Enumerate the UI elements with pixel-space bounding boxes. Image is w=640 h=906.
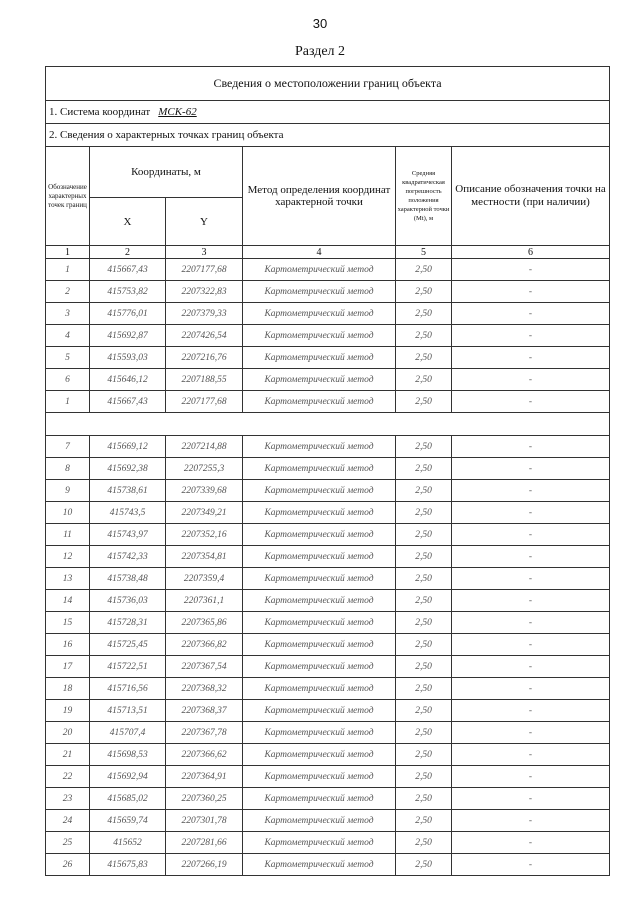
- description: -: [452, 458, 610, 480]
- coord-x: 415725,45: [90, 634, 166, 656]
- header-coords: Координаты, м: [90, 147, 243, 198]
- table-row: [46, 303, 610, 325]
- method: Картометрический метод: [243, 590, 396, 612]
- error: 2,50: [396, 436, 452, 458]
- error: 2,50: [396, 788, 452, 810]
- point-number: 1: [46, 259, 90, 281]
- coord-system-row: [46, 101, 610, 124]
- method: Картометрический метод: [243, 458, 396, 480]
- table-row: [46, 480, 610, 502]
- point-number: 6: [46, 369, 90, 391]
- coord-x: 415753,82: [90, 281, 166, 303]
- column-number: 1: [46, 246, 90, 259]
- coord-x: 415667,43: [90, 391, 166, 413]
- coord-x: 415652: [90, 832, 166, 854]
- description: -: [452, 502, 610, 524]
- description: -: [452, 369, 610, 391]
- coord-x: 415738,61: [90, 480, 166, 502]
- table-row: [46, 502, 610, 524]
- point-number: 11: [46, 524, 90, 546]
- coord-x: 415776,01: [90, 303, 166, 325]
- coord-x: 415659,74: [90, 810, 166, 832]
- description: -: [452, 612, 610, 634]
- point-number: 17: [46, 656, 90, 678]
- coord-y: 2207216,76: [166, 347, 243, 369]
- error: 2,50: [396, 281, 452, 303]
- coord-x: 415736,03: [90, 590, 166, 612]
- coord-y: 2207255,3: [166, 458, 243, 480]
- description: -: [452, 854, 610, 876]
- table-row: [46, 369, 610, 391]
- description: -: [452, 766, 610, 788]
- point-number: 9: [46, 480, 90, 502]
- point-number: 8: [46, 458, 90, 480]
- table-row: [46, 568, 610, 590]
- coord-x: 415593,03: [90, 347, 166, 369]
- column-number: 3: [166, 246, 243, 259]
- description: -: [452, 832, 610, 854]
- method: Картометрический метод: [243, 832, 396, 854]
- point-number: 25: [46, 832, 90, 854]
- table-row: [46, 391, 610, 413]
- point-number: 5: [46, 347, 90, 369]
- error: 2,50: [396, 502, 452, 524]
- coord-y: 2207301,78: [166, 810, 243, 832]
- error: 2,50: [396, 854, 452, 876]
- error: 2,50: [396, 546, 452, 568]
- method: Картометрический метод: [243, 766, 396, 788]
- method: Картометрический метод: [243, 325, 396, 347]
- description: -: [452, 546, 610, 568]
- coord-y: 2207177,68: [166, 259, 243, 281]
- method: Картометрический метод: [243, 810, 396, 832]
- point-number: 26: [46, 854, 90, 876]
- point-number: 2: [46, 281, 90, 303]
- coord-y: 2207379,33: [166, 303, 243, 325]
- error: 2,50: [396, 391, 452, 413]
- point-number: 21: [46, 744, 90, 766]
- description: -: [452, 656, 610, 678]
- table-row: [46, 458, 610, 480]
- coord-y: 2207339,68: [166, 480, 243, 502]
- coord-x: 415667,43: [90, 259, 166, 281]
- coord-y: 2207177,68: [166, 391, 243, 413]
- coord-y: 2207360,25: [166, 788, 243, 810]
- coord-y: 2207349,21: [166, 502, 243, 524]
- point-number: 4: [46, 325, 90, 347]
- table-row: [46, 700, 610, 722]
- method: Картометрический метод: [243, 369, 396, 391]
- point-number: 20: [46, 722, 90, 744]
- method: Картометрический метод: [243, 854, 396, 876]
- boundary-table: [45, 66, 610, 876]
- error: 2,50: [396, 458, 452, 480]
- description: -: [452, 810, 610, 832]
- header-code: Обозначение характерных точек границ: [46, 147, 90, 246]
- method: Картометрический метод: [243, 524, 396, 546]
- table-row: [46, 788, 610, 810]
- error: 2,50: [396, 678, 452, 700]
- table-row: [46, 546, 610, 568]
- coord-x: 415722,51: [90, 656, 166, 678]
- method: Картометрический метод: [243, 303, 396, 325]
- point-number: 10: [46, 502, 90, 524]
- header-method: Метод определения координат характерной точки: [243, 147, 396, 246]
- coord-y: 2207214,88: [166, 436, 243, 458]
- coord-x: 415685,02: [90, 788, 166, 810]
- method: Картометрический метод: [243, 634, 396, 656]
- table-row: [46, 436, 610, 458]
- coord-x: 415692,94: [90, 766, 166, 788]
- header-y: Y: [166, 198, 243, 246]
- column-number: 2: [90, 246, 166, 259]
- method: Картометрический метод: [243, 546, 396, 568]
- error: 2,50: [396, 524, 452, 546]
- method: Картометрический метод: [243, 502, 396, 524]
- description: -: [452, 436, 610, 458]
- method: Картометрический метод: [243, 788, 396, 810]
- point-number: 3: [46, 303, 90, 325]
- description: -: [452, 744, 610, 766]
- error: 2,50: [396, 347, 452, 369]
- table-row: [46, 281, 610, 303]
- coord-y: 2207354,81: [166, 546, 243, 568]
- coord-y: 2207366,82: [166, 634, 243, 656]
- point-number: 14: [46, 590, 90, 612]
- table-row: [46, 259, 610, 281]
- description: -: [452, 722, 610, 744]
- method: Картометрический метод: [243, 568, 396, 590]
- point-number: 16: [46, 634, 90, 656]
- column-number: 5: [396, 246, 452, 259]
- points-heading: 2. Сведения о характерных точках границ объекта: [46, 124, 610, 147]
- table-row: [46, 678, 610, 700]
- table-row: [46, 325, 610, 347]
- error: 2,50: [396, 325, 452, 347]
- group-separator: [46, 413, 610, 436]
- description: -: [452, 700, 610, 722]
- header-desc: Описание обозначения точки на местности (при наличии): [452, 147, 610, 246]
- description: -: [452, 788, 610, 810]
- table-row: [46, 744, 610, 766]
- point-number: 13: [46, 568, 90, 590]
- description: -: [452, 325, 610, 347]
- error: 2,50: [396, 744, 452, 766]
- point-number: 7: [46, 436, 90, 458]
- method: Картометрический метод: [243, 656, 396, 678]
- section-title: Раздел 2: [294, 44, 346, 59]
- coord-y: 2207426,54: [166, 325, 243, 347]
- coord-x: 415742,33: [90, 546, 166, 568]
- point-number: 22: [46, 766, 90, 788]
- table-row: [46, 722, 610, 744]
- table-row: [46, 810, 610, 832]
- coord-y: 2207361,1: [166, 590, 243, 612]
- coord-x: 415716,56: [90, 678, 166, 700]
- coord-y: 2207359,4: [166, 568, 243, 590]
- error: 2,50: [396, 700, 452, 722]
- error: 2,50: [396, 568, 452, 590]
- error: 2,50: [396, 766, 452, 788]
- coord-x: 415713,51: [90, 700, 166, 722]
- coord-x: 415698,53: [90, 744, 166, 766]
- table-title: Сведения о местоположении границ объекта: [46, 67, 610, 101]
- description: -: [452, 590, 610, 612]
- coord-y: 2207366,62: [166, 744, 243, 766]
- table-row: [46, 590, 610, 612]
- coord-x: 415692,38: [90, 458, 166, 480]
- coord-x: 415675,83: [90, 854, 166, 876]
- table-row: [46, 347, 610, 369]
- coord-x: 415743,97: [90, 524, 166, 546]
- page-number: 30: [312, 16, 328, 31]
- description: -: [452, 391, 610, 413]
- table-row: [46, 854, 610, 876]
- description: -: [452, 281, 610, 303]
- point-number: 15: [46, 612, 90, 634]
- coord-y: 2207322,83: [166, 281, 243, 303]
- error: 2,50: [396, 722, 452, 744]
- coord-y: 2207368,32: [166, 678, 243, 700]
- method: Картометрический метод: [243, 480, 396, 502]
- error: 2,50: [396, 612, 452, 634]
- coord-x: 415646,12: [90, 369, 166, 391]
- point-number: 23: [46, 788, 90, 810]
- method: Картометрический метод: [243, 347, 396, 369]
- coord-y: 2207367,78: [166, 722, 243, 744]
- coord-y: 2207188,55: [166, 369, 243, 391]
- coord-y: 2207281,66: [166, 832, 243, 854]
- coord-y: 2207266,19: [166, 854, 243, 876]
- method: Картометрический метод: [243, 612, 396, 634]
- table-row: [46, 524, 610, 546]
- coord-x: 415669,12: [90, 436, 166, 458]
- description: -: [452, 303, 610, 325]
- description: -: [452, 634, 610, 656]
- table-row: [46, 656, 610, 678]
- coord-x: 415738,48: [90, 568, 166, 590]
- header-x: X: [90, 198, 166, 246]
- description: -: [452, 347, 610, 369]
- table-row: [46, 766, 610, 788]
- description: -: [452, 678, 610, 700]
- method: Картометрический метод: [243, 744, 396, 766]
- column-number: 4: [243, 246, 396, 259]
- error: 2,50: [396, 369, 452, 391]
- method: Картометрический метод: [243, 722, 396, 744]
- error: 2,50: [396, 634, 452, 656]
- coord-x: 415728,31: [90, 612, 166, 634]
- error: 2,50: [396, 590, 452, 612]
- error: 2,50: [396, 810, 452, 832]
- table-row: [46, 832, 610, 854]
- method: Картометрический метод: [243, 391, 396, 413]
- coord-x: 415743,5: [90, 502, 166, 524]
- point-number: 18: [46, 678, 90, 700]
- coord-system-label: 1. Система координат: [49, 106, 151, 118]
- coord-y: 2207365,86: [166, 612, 243, 634]
- coord-y: 2207367,54: [166, 656, 243, 678]
- coord-system-value: МСК-62: [158, 106, 197, 118]
- error: 2,50: [396, 259, 452, 281]
- table-row: [46, 612, 610, 634]
- error: 2,50: [396, 303, 452, 325]
- description: -: [452, 568, 610, 590]
- description: -: [452, 259, 610, 281]
- method: Картометрический метод: [243, 281, 396, 303]
- method: Картометрический метод: [243, 436, 396, 458]
- point-number: 12: [46, 546, 90, 568]
- point-number: 1: [46, 391, 90, 413]
- description: -: [452, 480, 610, 502]
- table-row: [46, 634, 610, 656]
- coord-y: 2207368,37: [166, 700, 243, 722]
- method: Картометрический метод: [243, 678, 396, 700]
- point-number: 19: [46, 700, 90, 722]
- coord-y: 2207352,16: [166, 524, 243, 546]
- point-number: 24: [46, 810, 90, 832]
- coord-x: 415692,87: [90, 325, 166, 347]
- coord-y: 2207364,91: [166, 766, 243, 788]
- coord-x: 415707,4: [90, 722, 166, 744]
- method: Картометрический метод: [243, 700, 396, 722]
- error: 2,50: [396, 480, 452, 502]
- error: 2,50: [396, 656, 452, 678]
- method: Картометрический метод: [243, 259, 396, 281]
- header-error: Средняя квадратическая погрешность положения характерной точки (Mt), м: [396, 147, 452, 246]
- column-number: 6: [452, 246, 610, 259]
- error: 2,50: [396, 832, 452, 854]
- description: -: [452, 524, 610, 546]
